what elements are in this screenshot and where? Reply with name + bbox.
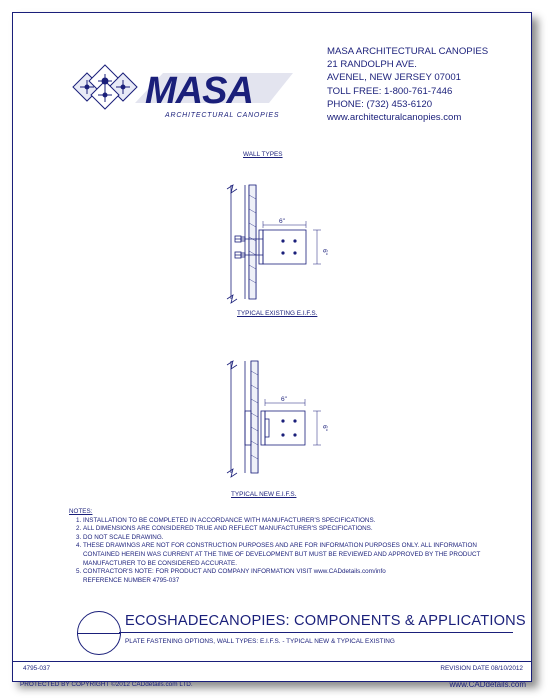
detail2-dim-vertical: 6" — [321, 425, 328, 431]
footer-site-link[interactable]: www.CADdetails.com — [449, 680, 526, 689]
logo-tagline: ARCHITECTURAL CANOPIES — [165, 112, 280, 119]
detail-new-eifs — [209, 353, 339, 483]
notes-block — [69, 508, 509, 585]
company-website[interactable]: www.architecturalcanopies.com — [327, 112, 462, 124]
detail1-dim-horizontal: 6" — [279, 218, 285, 225]
copyright-notice: PROTECTED BY COPYRIGHT ©2012 CADdetails.com LTD. — [20, 681, 193, 688]
title-divider — [119, 632, 513, 633]
notes-heading: NOTES: — [69, 508, 93, 515]
company-address2: AVENEL, NEW JERSEY 07001 — [327, 72, 462, 84]
detail-existing-eifs — [209, 175, 339, 310]
detail1-dim-vertical: 6" — [321, 249, 328, 255]
note-item: 2. ALL DIMENSIONS ARE CONSIDERED TRUE AND REFLECT MANUFACTURER'S SPECIFICATIONS. — [83, 525, 509, 534]
masa-logo — [63, 59, 303, 134]
detail1-caption: TYPICAL EXISTING E.I.F.S. — [237, 310, 318, 317]
company-phone: PHONE: (732) 453-6120 — [327, 98, 433, 110]
reference-number: 4795-037 — [23, 665, 51, 672]
sheet-subtitle: PLATE FASTENING OPTIONS, WALL TYPES: E.I.F.S. - TYPICAL NEW & TYPICAL EXISTING — [125, 638, 395, 645]
note-item: 4. THESE DRAWINGS ARE NOT FOR CONSTRUCTION PURPOSES AND ARE FOR INFORMATION PURPOSES ONLY. ALL INFORMATION CONTAINED HEREIN WAS CURRENT AT THE TIME OF DEVELOPMENT BUT MUST BE REVIEWED AND APPROVED BY THE PRODUCT MANUFACTURER TO BE CONSIDERED ACCURATE. — [83, 542, 509, 568]
note-item: 3. DO NOT SCALE DRAWING. — [83, 534, 509, 543]
notes-reference: REFERENCE NUMBER 4795-037 — [83, 576, 180, 584]
company-name: MASA ARCHITECTURAL CANOPIES — [327, 46, 489, 57]
logo-diamond-emblem — [73, 65, 137, 109]
bottom-divider — [13, 661, 531, 662]
drawing-sheet — [12, 12, 532, 682]
detail2-caption: TYPICAL NEW E.I.F.S. — [231, 491, 297, 498]
revision-date: REVISION DATE 08/10/2012 — [440, 665, 523, 672]
note-item: 5. CONTRACTOR'S NOTE: FOR PRODUCT AND COMPANY INFORMATION VISIT www.CADdetails.com/info — [83, 568, 509, 577]
company-address1: 21 RANDOLPH AVE. — [327, 59, 417, 71]
company-toll-free: TOLL FREE: 1-800-761-7446 — [327, 85, 453, 97]
detail2-dim-horizontal: 6" — [281, 396, 287, 403]
company-info — [327, 45, 488, 124]
logo-wordmark: MASA — [145, 70, 253, 112]
note-item: 1. INSTALLATION TO BE COMPLETED IN ACCORDANCE WITH MANUFACTURER'S SPECIFICATIONS. — [83, 517, 509, 526]
title-circle-symbol — [77, 611, 121, 655]
wall-types-label: WALL TYPES — [243, 151, 283, 158]
sheet-title: ECOSHADECANOPIES: COMPONENTS & APPLICATIONS — [125, 613, 526, 629]
